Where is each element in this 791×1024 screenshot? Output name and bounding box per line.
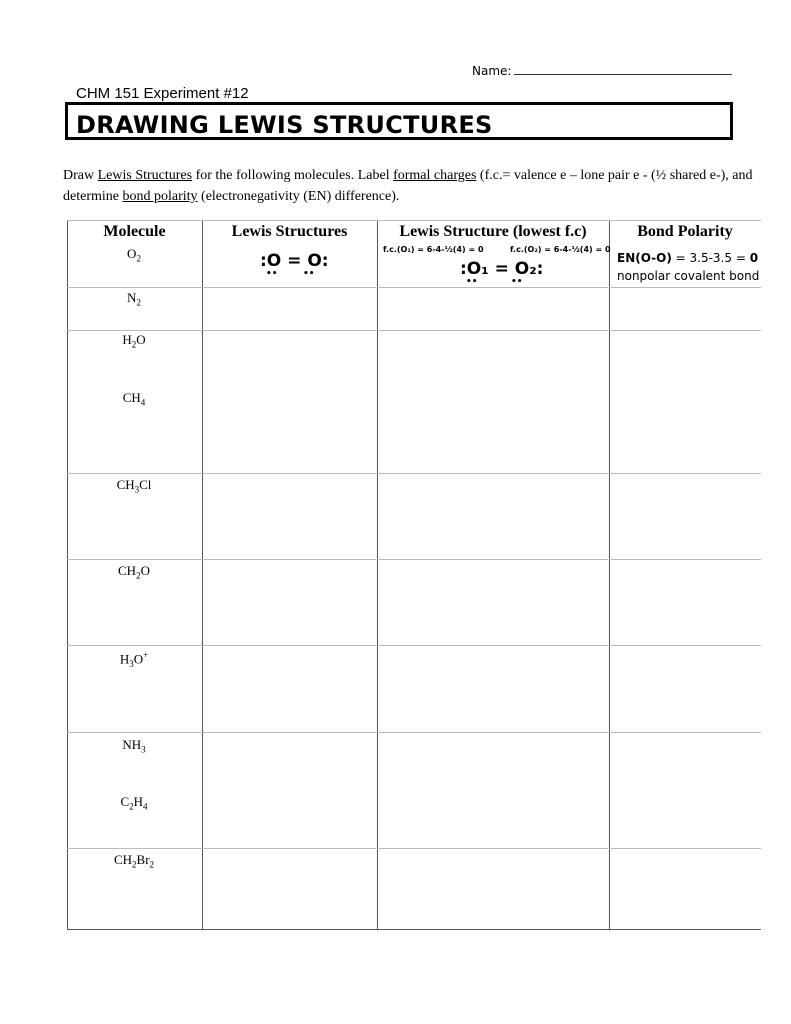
molecule-h3o-plus: $H_3O^+$: [119, 650, 149, 669]
row-border-4: [67, 559, 761, 560]
row-border-bottom: [67, 929, 761, 930]
col-border-2: [377, 220, 378, 930]
formal-charge-o2: f.c.(O₂) = 6-4-½(4) = 0: [510, 245, 611, 254]
name-blank[interactable]: [514, 62, 732, 75]
polarity-calculation: EN(O-O) = 3.5-3.5 = 0: [617, 251, 759, 265]
title-box: [65, 102, 733, 140]
col-border-1: [202, 220, 203, 930]
page-title: DRAWING LEWIS STRUCTURES: [76, 111, 493, 139]
row-border-2: [67, 330, 761, 331]
instr-text-1: Draw: [63, 168, 98, 183]
header-lewis-lowest-fc: Lewis Structure (lowest f.c): [399, 223, 587, 240]
row-border-3: [67, 473, 761, 474]
row-border-1: [67, 287, 761, 288]
molecule-ch2o: $CH_2O$: [118, 563, 150, 581]
instr-text-2: for the following molecules. Label: [192, 168, 394, 183]
instructions: [63, 165, 753, 207]
molecule-n2: $N_2$: [127, 290, 141, 308]
row-border-5: [67, 645, 761, 646]
header-lewis-structures: Lewis Structures: [231, 223, 348, 240]
lone-pair-dots: ••: [303, 269, 315, 279]
lone-pair-dots: ••: [511, 277, 523, 287]
instr-bond-polarity: bond polarity: [122, 189, 198, 204]
molecule-ch3cl: $CH_3Cl$: [116, 477, 152, 495]
row-border-top: [67, 220, 761, 221]
instr-formal-charges: formal charges: [393, 168, 477, 183]
molecule-ch2br2: $CH_2Br_2$: [113, 852, 155, 870]
course-label: CHM 151 Experiment #12: [76, 85, 249, 102]
instr-lewis-structures: Lewis Structures: [97, 168, 193, 183]
header-bond-polarity: Bond Polarity: [637, 223, 733, 240]
molecule-o2: $O_2$: [127, 246, 141, 264]
molecule-nh3: $NH_3$: [122, 737, 146, 755]
molecule-ch4: $CH_4$: [122, 390, 146, 408]
instr-text-4: (electronegativity (EN) difference).: [197, 189, 400, 204]
example-lewis-structure: :O = O:: [260, 251, 329, 271]
lone-pair-dots: ••: [266, 269, 278, 279]
row-border-7: [67, 848, 761, 849]
lone-pair-dots: ••: [466, 277, 478, 287]
instr-text-3: (f.c.= valence e – lone pair e - (½ shared e-), and determine: [63, 168, 753, 204]
header-molecule: Molecule: [103, 223, 166, 240]
molecule-c2h4: $C_2H_4$: [120, 794, 148, 812]
name-field: [472, 62, 732, 78]
polarity-classification: nonpolar covalent bond: [617, 269, 760, 283]
col-border-3: [609, 220, 610, 930]
example-lewis-lowest-fc: :O₁ = O₂:: [460, 259, 544, 279]
name-label: Name:: [472, 64, 512, 78]
worksheet-table: [67, 220, 761, 930]
formal-charge-o1: f.c.(O₁) = 6-4-½(4) = 0: [383, 245, 484, 254]
molecule-h2o: $H_2O$: [122, 332, 146, 350]
row-border-6: [67, 732, 761, 733]
